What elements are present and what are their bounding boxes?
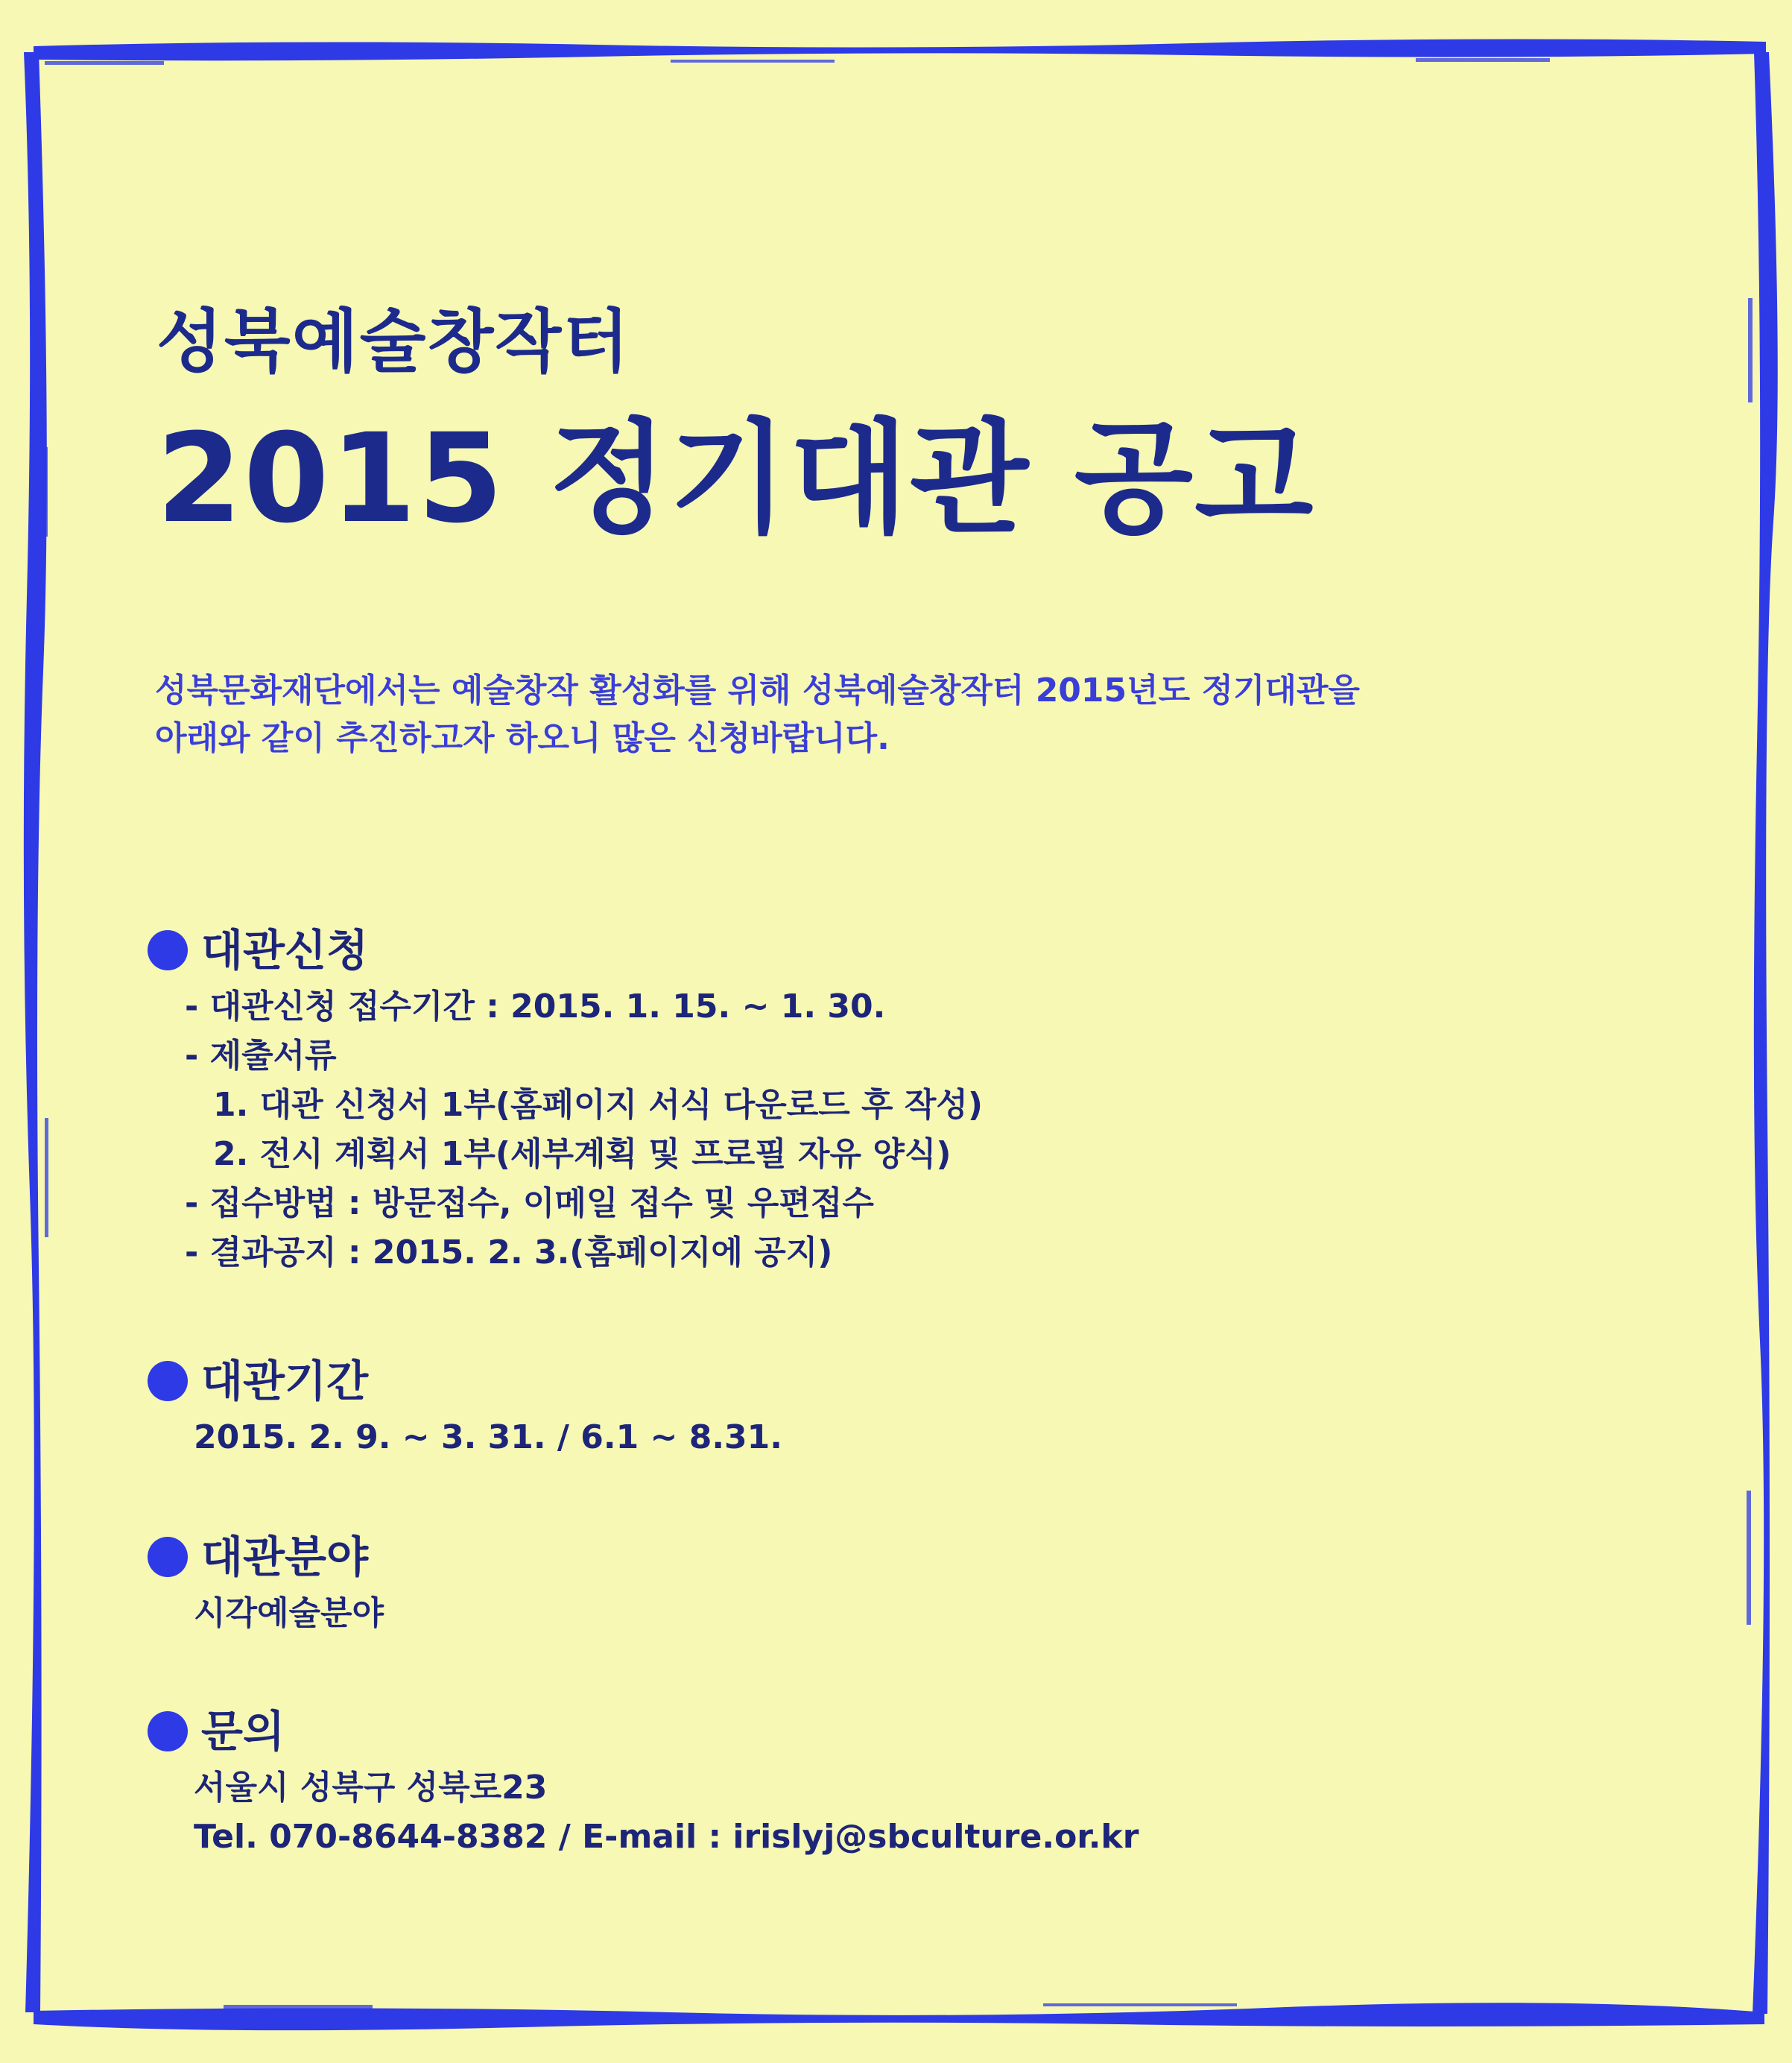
section-title: 대관분야 [201, 1532, 369, 1582]
bullet-icon [148, 930, 188, 970]
intro-line: 성북문화재단에서는 예술창작 활성화를 위해 성북예술창작터 2015년도 정기대관을 [155, 672, 1360, 710]
result-notice: - 결과공지 : 2015. 2. 3.(홈페이지에 공지) [185, 1233, 833, 1271]
section-body [148, 1413, 782, 1462]
bullet-icon [148, 1537, 188, 1577]
section-field [148, 1531, 384, 1638]
section-heading [148, 1355, 782, 1412]
documents-label: - 제출서류 [185, 1037, 337, 1075]
intro-line: 아래와 같이 추진하고자 하오니 많은 신청바랍니다. [155, 719, 890, 757]
section-heading [148, 1705, 1139, 1762]
application-method: - 접수방법 : 방문접수, 이메일 접수 및 우편접수 [185, 1184, 874, 1222]
section-title: 대관신청 [201, 925, 369, 976]
field-value: 시각예술분야 [194, 1594, 384, 1632]
section-body [148, 1763, 1139, 1862]
intro-paragraph [155, 667, 1360, 762]
bullet-icon [148, 1361, 188, 1401]
document-item: 2. 전시 계획서 1부(세부계획 및 프로필 자유 양식) [213, 1135, 952, 1173]
section-title: 문의 [201, 1706, 285, 1757]
bullet-icon [148, 1711, 188, 1751]
contact-address: 서울시 성북구 성북로23 [194, 1769, 548, 1807]
section-heading [148, 1531, 384, 1587]
section-contact [148, 1705, 1139, 1862]
section-body [148, 1589, 384, 1638]
page-title: 2015 정기대관 공고 [156, 407, 1315, 550]
section-application [148, 924, 983, 1277]
subtitle: 성북예술창작터 [156, 302, 631, 382]
rental-dates: 2015. 2. 9. ~ 3. 31. / 6.1 ~ 8.31. [194, 1418, 783, 1456]
section-body [148, 982, 983, 1277]
section-heading [148, 924, 983, 981]
section-title: 대관기간 [201, 1356, 369, 1406]
document-item: 1. 대관 신청서 1부(홈페이지 서식 다운로드 후 작성) [213, 1086, 983, 1124]
application-period: - 대관신청 접수기간 : 2015. 1. 15. ~ 1. 30. [185, 988, 886, 1026]
section-rental-period [148, 1355, 782, 1462]
contact-tel-email: Tel. 070-8644-8382 / E-mail : irislyj@sbculture.or.kr [194, 1818, 1139, 1856]
